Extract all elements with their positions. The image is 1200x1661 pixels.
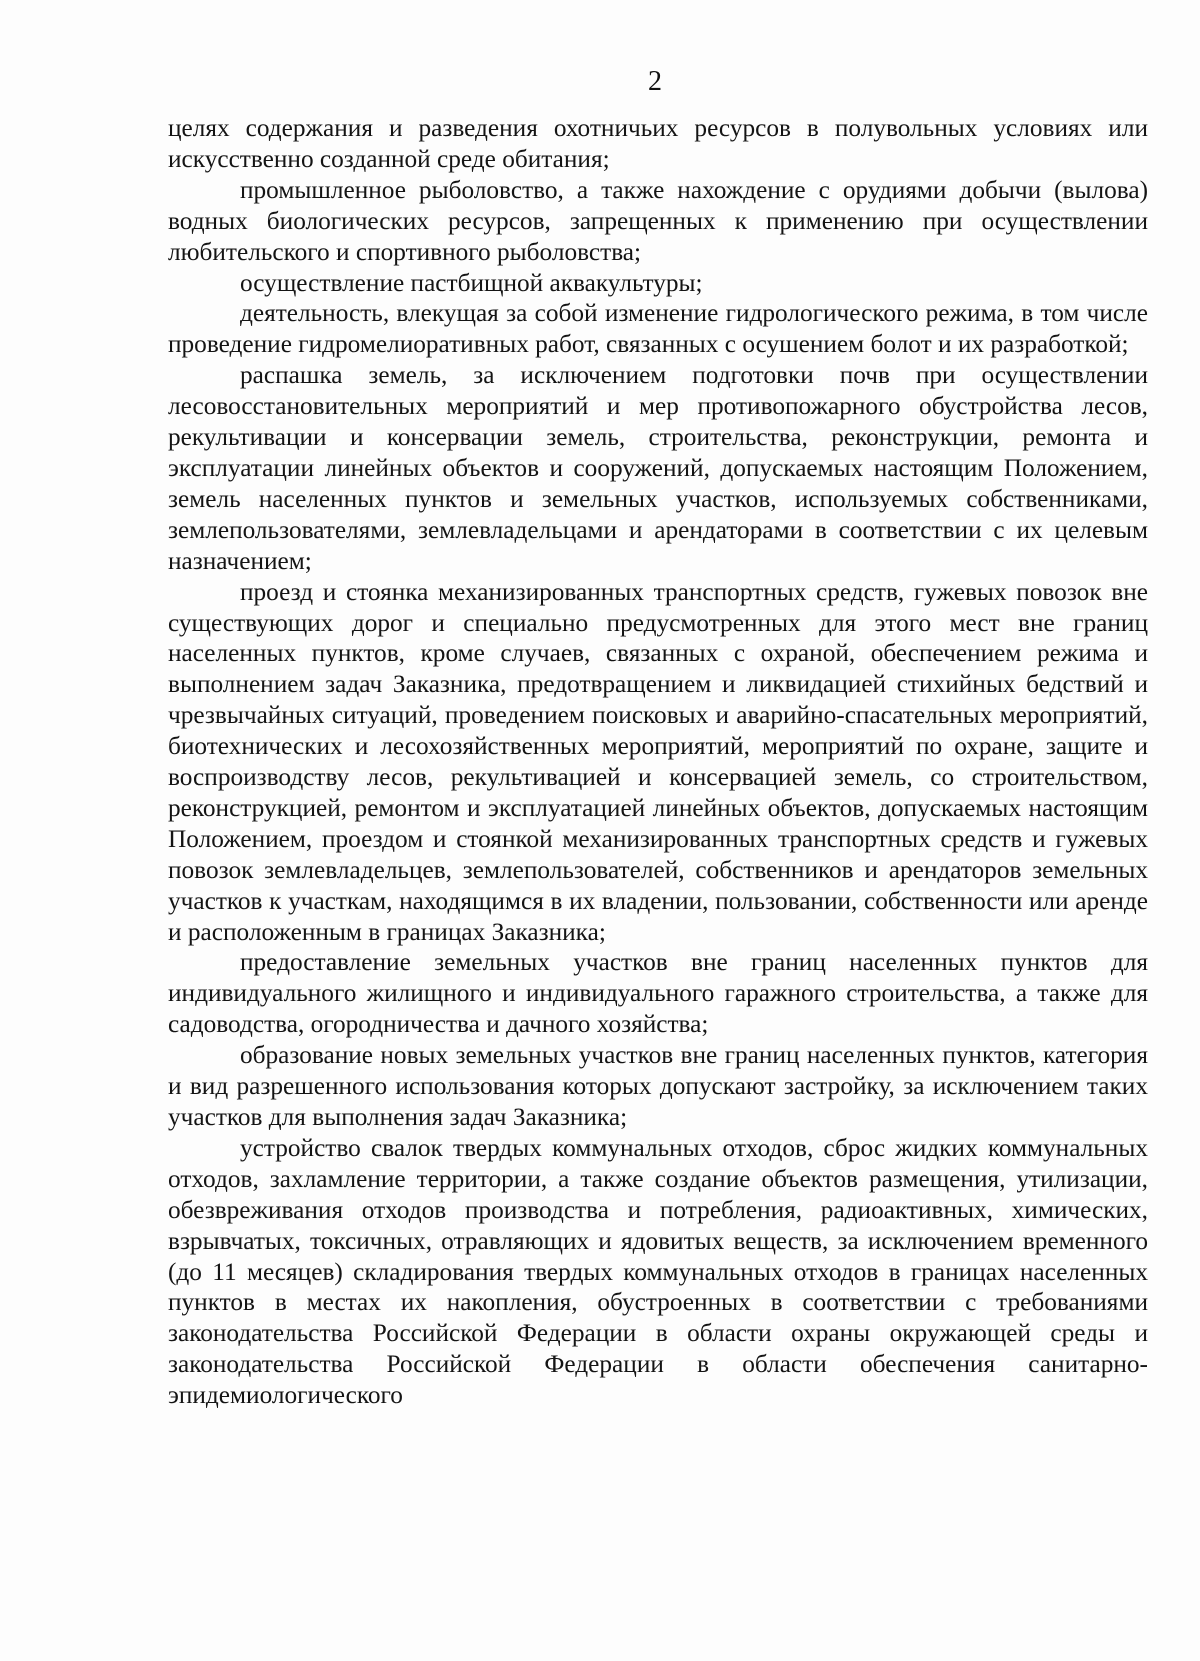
paragraph-land-provision: предоставление земельных участков вне границ населенных пунктов для индивидуального жилищного и индивидуального гаражного строительства, а также для садоводства, огородничества и дачного хозяйства; [168,948,1148,1039]
paragraph-vehicle-passage: проезд и стоянка механизированных транспортных средств, гужевых повозок вне существующих дорог и специально предусмотренных для этого мест вне границ населенных пунктов, кроме случаев, связанных с охраной, обеспечением режима и выполнением задач Заказника, предотвращением и ликвидацией стихийных бедствий и чрезвычайных ситуаций, проведением поисковых и аварийно-спасательных мероприятий, биотехнических и лесохозяйственных мероприятий, мероприятий по охране, защите и воспроизводству лесов, рекультивацией и консервацией земель, со строительством, реконструкцией, ремонтом и эксплуатацией линейных объектов, допускаемых настоящим Положением, проездом и стоянкой механизированных транспортных средств и гужевых повозок землевладельцев, землепользователей, собственников и арендаторов земельных участков к участкам, находящимся в их владении, пользовании, собственности или аренде и расположенным в границах Заказника; [168,577,1148,946]
page-number: 2 [648,66,662,97]
paragraph-land-plowing: распашка земель, за исключением подготовки почв при осуществлении лесовосстановительных мероприятий и мер противопожарного обустройства лесов, рекультивации и консервации земель, строительства, реконструкции, ремонта и эксплуатации линейных объектов и сооружений, допускаемых настоящим Положением, земель населенных пунктов и земельных участков, используемых собственниками, землепользователями, землевладельцами и арендаторами в соответствии с их целевым назначением; [168,361,1148,575]
paragraph-hunting-resources: целях содержания и разведения охотничьих ресурсов в полувольных условиях или искусственно созданной среде обитания; [168,114,1148,173]
paragraph-hydrological-regime: деятельность, влекущая за собой изменение гидрологического режима, в том числе проведение гидромелиоративных работ, связанных с осушением болот и их разработкой; [168,299,1148,359]
document-body [168,113,1148,1411]
paragraph-new-land-plots: образование новых земельных участков вне границ населенных пунктов, категория и вид разрешенного использования которых допускают застройку, за исключением таких участков для выполнения задач Заказника; [168,1041,1148,1131]
paragraph-aquaculture: осуществление пастбищной аквакультуры; [240,268,703,297]
paragraph-industrial-fishing: промышленное рыболовство, а также нахождение с орудиями добычи (вылова) водных биологических ресурсов, запрещенных к применению при осуществлении любительского и спортивного рыболовства; [168,175,1148,266]
paragraph-waste-dumps: устройство свалок твердых коммунальных отходов, сброс жидких коммунальных отходов, захламление территории, а также создание объектов размещения, утилизации, обезвреживания отходов производства и потребления, радиоактивных, химических, взрывчатых, токсичных, отравляющих и ядовитых веществ, за исключением временного (до 11 месяцев) складирования твердых коммунальных отходов в границах населенных пунктов в местах их накопления, обустроенных в соответствии с требованиями законодательства Российской Федерации в области охраны окружающей среды и законодательства Российской Федерации в области обеспечения санитарно-эпидемиологического [168,1133,1148,1410]
